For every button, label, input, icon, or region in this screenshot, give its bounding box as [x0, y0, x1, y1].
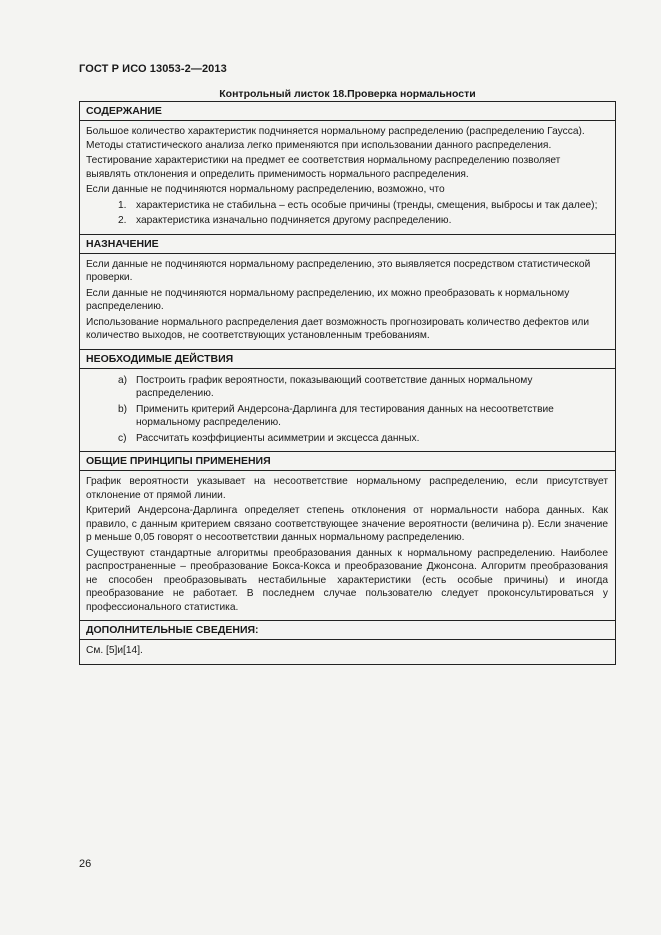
list-item-text: Построить график вероятности, показывающий соответствие данных нормальному распределению.	[136, 374, 533, 399]
section-body	[80, 369, 615, 452]
list-marker: a)	[118, 374, 128, 386]
section-title: ОБЩИЕ ПРИНЦИПЫ ПРИМЕНЕНИЯ	[80, 452, 615, 471]
list-item-text: характеристика изначально подчиняется другому распределению.	[136, 215, 452, 226]
list-marker: 2.	[118, 215, 127, 226]
lettered-list	[86, 374, 608, 446]
list-item-text: характеристика не стабильна – есть особые причины (тренды, смещения, выбросы и так далее);	[136, 199, 598, 211]
section-actions	[80, 349, 615, 452]
section-title: НАЗНАЧЕНИЕ	[80, 235, 615, 254]
paragraph: Если данные не подчиняются нормальному распределению, их можно преобразовать к нормальному распределению.	[86, 287, 570, 312]
paragraph: Тестирование характеристики на предмет ее соответствия нормальному распределению позволяет выявлять отклонения и определить применимость нормального распределения.	[86, 155, 561, 180]
document-header: ГОСТ Р ИСО 13053-2—2013	[79, 63, 227, 75]
checklist-table	[79, 101, 616, 665]
list-marker: b)	[118, 403, 128, 415]
section-content	[80, 102, 615, 234]
section-title: НЕОБХОДИМЫЕ ДЕЙСТВИЯ	[80, 350, 615, 369]
paragraph: Использование нормального распределения дает возможность прогнозировать количество дефектов или количество выходов, не соответствующих установленным требованиям.	[86, 316, 590, 341]
section-body	[80, 640, 615, 664]
list-item	[86, 214, 608, 228]
checklist-title: Контрольный листок 18.Проверка нормальности	[219, 88, 476, 100]
section-title: СОДЕРЖАНИЕ	[80, 102, 615, 121]
section-purpose	[80, 234, 615, 349]
list-item	[86, 432, 608, 446]
section-principles	[80, 451, 615, 620]
list-item-text: Применить критерий Андерсона-Дарлинга для тестирования данных на несоответствие нормальному распределению.	[136, 403, 554, 428]
paragraph: График вероятности указывает на несоответствие нормальному распределению, если присутствует отклонение от прямой линии.	[86, 476, 608, 501]
paragraph: Если данные не подчиняются нормальному распределению, это выявляется посредством статистической проверки.	[86, 258, 591, 283]
section-body	[80, 121, 615, 234]
reference-text: См. [5]и[14].	[86, 645, 143, 656]
section-body	[80, 254, 615, 349]
list-item	[86, 403, 608, 430]
section-title: ДОПОЛНИТЕЛЬНЫЕ СВЕДЕНИЯ:	[80, 621, 615, 640]
page-number: 26	[79, 858, 92, 870]
paragraph: Если данные не подчиняются нормальному распределению, возможно, что	[86, 184, 445, 195]
list-item-text: Рассчитать коэффициенты асимметрии и эксцесса данных.	[136, 432, 420, 444]
section-body	[80, 471, 615, 620]
list-item	[86, 374, 608, 401]
list-marker: c)	[118, 432, 127, 444]
numbered-list	[86, 199, 608, 228]
paragraph: Критерий Андерсона-Дарлинга определяет степень отклонения от нормальности набора данных. Как правило, с данным критерием связано соответствующее значение вероятности (величина p). Если значение p меньше 0,05 говорят о несоответствии данных нормальному распределению.	[86, 505, 608, 543]
list-item	[86, 199, 608, 213]
paragraph: Существуют стандартные алгоритмы преобразования данных к нормальному распределению. Наиболее распространенные – преобразование Бокса-Кокса и преобразование Джонсона. Алгоритм преобразования не способен преобразовывать нестабильные характеристики (есть особые причины) и иногда преобразование не работает. В последнем случае пользователю следует проконсультироваться у профессионального статистика.	[86, 547, 608, 613]
list-marker: 1.	[118, 199, 127, 211]
section-extra	[80, 620, 615, 664]
paragraph: Большое количество характеристик подчиняется нормальному распределению (распределению Гаусса). Методы статистического анализа легко применяются при использовании данного распределения.	[86, 126, 585, 151]
